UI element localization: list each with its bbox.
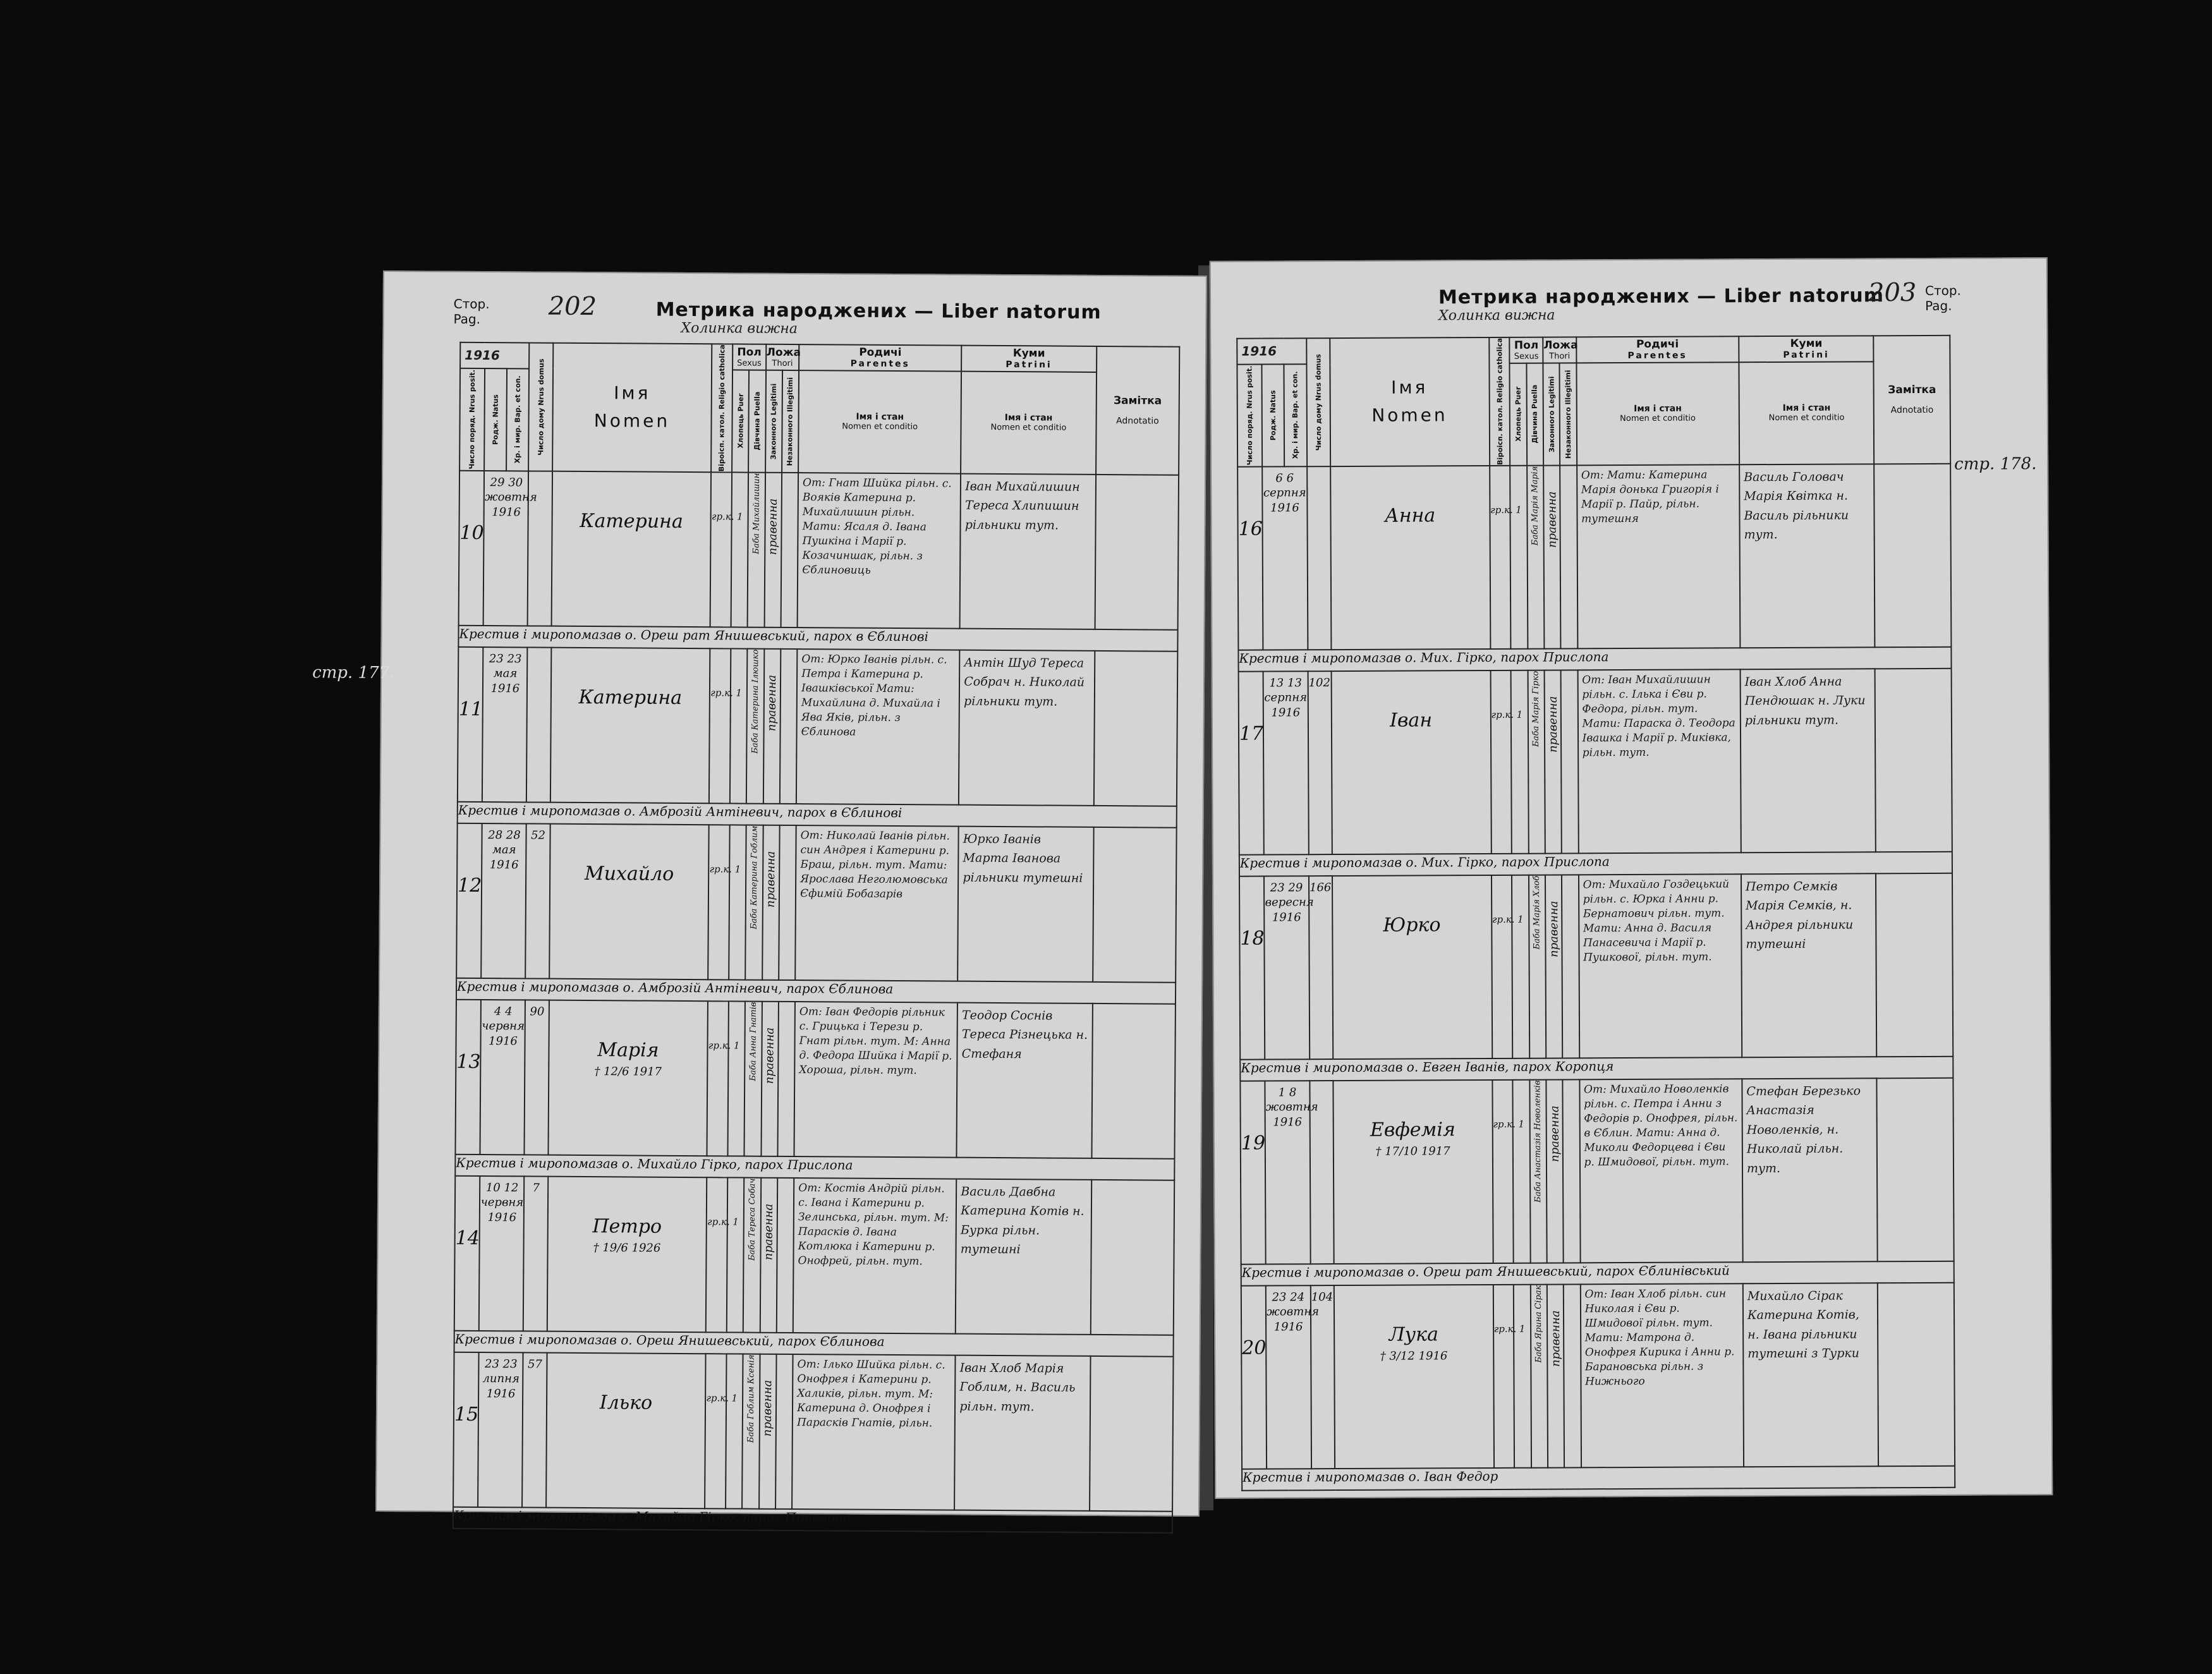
born-day: 1 — [1278, 1086, 1286, 1100]
entry-number: 17 — [1239, 671, 1265, 854]
child-name: Ілько — [599, 1392, 653, 1414]
baptism-line — [453, 1507, 1172, 1533]
entry-house — [526, 647, 551, 802]
entry-legit: правенна — [1546, 1079, 1564, 1263]
entry-sex-boy: 1 — [726, 1354, 743, 1508]
entry-dates — [482, 647, 528, 802]
entry-dates — [1263, 466, 1308, 650]
stor-label: Стор. — [453, 296, 490, 312]
entry-dates — [1264, 876, 1314, 1059]
col-thori: Ложа Thori — [1543, 337, 1576, 363]
death-note: † 12/6 1917 — [594, 1065, 662, 1079]
entry-sex-boy: 1 — [727, 1177, 744, 1332]
child-name: Лука — [1389, 1323, 1439, 1346]
entry-legit: правенна — [1547, 1284, 1565, 1467]
col-parents-cond: Імя і стан Nomen et conditio — [1576, 362, 1739, 465]
baptism-note: Крестив і миропомазав о. Евген Іванів, парох Коропця — [1240, 1057, 1953, 1081]
entry-name — [546, 1353, 706, 1509]
entry-note — [1875, 669, 1952, 852]
entry-sex-boy: 1 — [731, 472, 749, 627]
baptism-note: Крестив і миропомазав о. Ореш рат Янишевський, парох Єблинівський — [1241, 1261, 1954, 1286]
bapt-day: 29 — [1288, 881, 1303, 895]
entry-godparents: Василь Давбна Катерина Котів н. Бурка рільн. тутешні — [956, 1179, 1091, 1335]
bapt-day: 12 — [504, 1181, 519, 1195]
entry-sex-girl: Баба Тереса Собач — [743, 1178, 761, 1333]
page-subtitle: Холинка вижна — [681, 320, 798, 337]
child-name: Марія — [597, 1039, 659, 1062]
entry-note — [1095, 475, 1179, 630]
bapt-day: 8 — [1289, 1086, 1297, 1100]
child-name: Анна — [1384, 504, 1436, 527]
entry-godparents: Стефан Березько Анастазія Новоленків, н. Николай рільн. тут. — [1742, 1078, 1878, 1262]
register-entry — [454, 1176, 1174, 1335]
baptism-line — [1240, 1057, 1953, 1081]
entry-godparents: Теодор Соснів Тереса Різнецька н. Стефаня — [957, 1003, 1093, 1158]
month: жовтня — [1267, 1305, 1320, 1319]
entry-sex-girl: Баба Гоблим Ксенія — [742, 1354, 760, 1509]
pag-label: Pag. — [1925, 298, 1952, 313]
entry-number: 10 — [459, 471, 485, 626]
entry-sex-girl: Баба Анна Гнатів — [744, 1002, 762, 1156]
col-note: Замітка Adnotatio — [1096, 346, 1180, 475]
bapt-day: 6 — [1286, 471, 1294, 485]
entry-religion: гр.к. — [707, 1001, 729, 1156]
col-illegit: Незаконного Illegitimi — [1560, 363, 1577, 465]
born-day: 29 — [490, 476, 505, 490]
year: 1916 — [1273, 1115, 1303, 1129]
entry-number: 12 — [456, 823, 482, 978]
entry-note — [1093, 651, 1177, 806]
col-parents-cond: Імя і стан Nomen et conditio — [798, 370, 961, 474]
entry-illegit — [780, 649, 798, 804]
entry-dates — [1263, 671, 1308, 854]
entry-sex-boy: 1 — [1512, 875, 1529, 1058]
register-table-left — [453, 342, 1180, 1534]
baptism-note: Крестив і миропомазав о. Михайло Гірко, парох Прислопа — [455, 1155, 1174, 1180]
baptism-line — [1241, 1261, 1954, 1286]
entry-sex-girl: Баба Марія Гірко — [1528, 670, 1545, 854]
entry-sex-boy: 1 — [728, 1001, 746, 1156]
register-book — [312, 259, 2048, 1525]
entry-legit: правенна — [762, 825, 780, 980]
year: 1916 — [489, 1034, 518, 1048]
year-cell: 1916 — [1237, 338, 1306, 364]
register-entry — [1237, 464, 1951, 650]
col-bapt: Хр. і мир. Bap. et con. — [506, 368, 529, 471]
entry-note — [1091, 1004, 1176, 1159]
page-subtitle: Холинка вижна — [1438, 307, 1555, 324]
baptism-note: Крестив і миропомазав о. Амброзій Антіневич, парох в Єблинові — [458, 802, 1177, 828]
register-entry — [1239, 669, 1952, 855]
col-parents: Родичі Parentes — [799, 344, 961, 371]
entry-religion: гр.к. — [1492, 875, 1513, 1058]
year: 1916 — [1273, 1320, 1303, 1334]
entry-number: 11 — [458, 647, 483, 802]
entry-dates — [1265, 1081, 1318, 1264]
stor-label: Стор. — [1924, 282, 1961, 298]
born-day: 13 — [1269, 676, 1284, 690]
child-name: Петро — [592, 1215, 662, 1238]
entry-note — [1090, 1180, 1174, 1335]
baptism-line — [1239, 852, 1952, 876]
entry-house: 104 — [1310, 1285, 1334, 1469]
entry-parents: От: Михайло Новоленків рільн. с. Петра і Анни з Федорів р. Онофрея, рільн. в Єблин. Мати: Анна д. Миколи Федорцева і Єви р. Шмидової, рільн. тут. — [1579, 1079, 1743, 1263]
entry-godparents: Антін Шуд Тереса Собрач н. Николай рільники тут. — [959, 650, 1095, 806]
year: 1916 — [1270, 501, 1299, 515]
entry-religion: гр.к. — [1492, 1080, 1514, 1263]
entry-number: 16 — [1237, 466, 1263, 650]
entry-illegit — [1562, 875, 1579, 1058]
entry-religion: гр.к. — [708, 825, 729, 980]
year-cell: 1916 — [460, 343, 530, 368]
year: 1916 — [489, 858, 519, 872]
margin-note: стр. 178. — [1954, 454, 2037, 474]
baptism-note: Крестив і миропомазав о. Мих. Гірко, парох Прислопа — [1238, 647, 1951, 672]
year: 1916 — [486, 1386, 516, 1401]
month: жовтня — [1265, 1100, 1318, 1114]
entry-dates — [478, 1352, 523, 1507]
month: серпня — [1264, 691, 1308, 705]
death-note — [1331, 530, 1489, 531]
entry-name — [548, 1000, 708, 1156]
col-boy: Хлопець Puer — [1510, 363, 1527, 465]
entry-godparents: Петро Семків Марія Семків, н. Андрея рільники тутешні — [1741, 873, 1877, 1057]
entry-name — [550, 648, 710, 804]
entry-illegit — [1564, 1284, 1581, 1467]
death-note — [550, 889, 708, 890]
col-born: Родж. Natus — [484, 368, 507, 471]
child-name: Михайло — [584, 862, 674, 885]
entry-parents: От: Ілько Шийка рільн. с. Онофрея і Катерини р. Халиків, рільн. тут. М: Катерина д. Онофрея і Парасків Гнатів, рільн. — [792, 1354, 956, 1510]
entry-illegit — [777, 1178, 794, 1333]
register-entry — [1241, 1283, 1955, 1469]
year: 1916 — [490, 681, 520, 696]
month: червня — [480, 1196, 524, 1210]
month: мая — [493, 667, 518, 681]
col-bapt: Хр. і мир. Bap. et con. — [1284, 364, 1307, 466]
bapt-day: 23 — [507, 652, 522, 666]
entry-sex-boy: 1 — [1510, 466, 1528, 649]
entry-illegit — [1563, 1079, 1581, 1263]
col-sexus: Пол Sexus — [732, 344, 766, 370]
entry-dates — [482, 823, 527, 978]
child-name: Евфемія — [1370, 1119, 1455, 1141]
col-note: Замітка Adnotatio — [1874, 336, 1950, 464]
entry-religion: гр.к. — [710, 472, 732, 627]
entry-godparents: Юрко Іванів Марта Іванова рільники тутешні — [957, 827, 1093, 982]
col-house: Число дому Nrus domus — [528, 343, 552, 471]
entry-house: 52 — [526, 823, 550, 978]
entry-parents: От: Мати: Катерина Марія донька Григорія і Марії р. Пайр, рільн. тутешня — [1577, 464, 1741, 648]
entry-house: 102 — [1308, 671, 1332, 854]
col-boy: Хлопець Puer — [732, 370, 749, 472]
right-page — [1210, 257, 2053, 1499]
entry-dates — [480, 1000, 526, 1155]
entry-note — [1093, 827, 1177, 983]
register-entry — [453, 1352, 1173, 1512]
entry-illegit — [1560, 465, 1577, 648]
baptism-note: Крестив і миропомазав о. Ореш рат Янишевський, парох в Єблинові — [458, 626, 1177, 652]
child-name: Іван — [1390, 709, 1433, 732]
bapt-day: 28 — [506, 828, 521, 842]
col-born: Родж. Natus — [1262, 364, 1285, 466]
year: 1916 — [1272, 911, 1301, 925]
entry-name — [549, 824, 709, 980]
col-patrini-cond: Імя і стан Nomen et conditio — [1739, 361, 1874, 464]
entry-sex-girl: Баба Марія Хлоб — [1529, 875, 1547, 1058]
entry-dates — [483, 471, 537, 626]
entry-religion: гр.к. — [706, 1177, 727, 1332]
entry-legit: правенна — [764, 473, 782, 628]
page-title: Метрика народжених — Liber natorum — [655, 298, 1102, 324]
col-religion: Віроісп. катол. Religio catholica — [711, 344, 732, 472]
entry-religion: гр.к. — [1490, 670, 1512, 854]
col-parents: Родичі Parentes — [1576, 336, 1739, 363]
entry-name — [1334, 1285, 1494, 1469]
page-number: 203 — [1868, 278, 1917, 308]
register-entry — [1240, 1078, 1954, 1265]
entry-godparents: Василь Головач Марія Квітка н. Василь рільники тут. — [1739, 464, 1875, 648]
register-entry — [1239, 873, 1953, 1060]
born-day: 6 — [1275, 471, 1283, 485]
col-illegit: Незаконного Illegitimi — [782, 370, 799, 473]
entry-number: 20 — [1241, 1285, 1267, 1469]
entry-number: 14 — [454, 1176, 480, 1331]
entry-religion: гр.к. — [1493, 1285, 1514, 1468]
child-name: Юрко — [1383, 914, 1441, 937]
entry-legit: правенна — [1545, 875, 1563, 1058]
born-day: 23 — [489, 652, 504, 666]
entry-note — [1875, 464, 1952, 648]
entry-number: 13 — [455, 1000, 481, 1155]
born-day: 23 — [1272, 1290, 1287, 1304]
entry-name — [1333, 1080, 1493, 1264]
entry-sex-boy: 1 — [1513, 1080, 1531, 1263]
col-patrini: Куми Patrini — [961, 346, 1097, 372]
born-day: 23 — [1270, 881, 1285, 895]
year: 1916 — [492, 505, 521, 519]
register-table-right — [1236, 335, 1955, 1491]
register-entry — [459, 471, 1179, 630]
entry-house — [1307, 466, 1331, 650]
month: жовтня — [485, 490, 537, 504]
year: 1916 — [487, 1210, 517, 1225]
entry-illegit — [775, 1354, 793, 1509]
entry-illegit — [777, 1002, 795, 1156]
entry-legit: правенна — [763, 649, 781, 804]
entry-name — [547, 1177, 707, 1333]
month: мая — [492, 843, 516, 857]
entry-sex-girl: Баба Анастазія Новоленків — [1529, 1080, 1547, 1263]
born-day: 28 — [488, 828, 503, 842]
bapt-day: 30 — [508, 476, 523, 490]
entry-house: 90 — [525, 1000, 549, 1155]
entry-name — [1330, 466, 1490, 650]
col-patrini: Куми Patrini — [1739, 336, 1874, 362]
entry-godparents: Іван Михайлишин Тереса Хлипишин рільники тут. — [960, 474, 1096, 629]
entry-legit: правенна — [1545, 670, 1562, 853]
month: серпня — [1263, 486, 1306, 500]
entry-number: 18 — [1239, 876, 1265, 1059]
entry-parents: От: Гнат Шийка рільн. с. Вояків Катерина р. Михайлишин рільн. Мати: Ясаля д. Івана Пушкіна і Марії р. Козачиншак, рільн. з Єблиновиць — [798, 473, 961, 629]
death-note — [1332, 735, 1490, 736]
death-note — [551, 712, 709, 713]
col-name: Імя Nomen — [1330, 337, 1490, 466]
entry-dates — [479, 1176, 525, 1331]
register-entry — [458, 647, 1177, 806]
col-patrini-cond: Імя і стан Nomen et conditio — [961, 371, 1096, 475]
born-day: 4 — [494, 1005, 502, 1019]
entry-number: 19 — [1240, 1081, 1266, 1264]
left-page — [312, 270, 1207, 1525]
entry-parents: От: Іван Михайлишин рільн. с. Ілька і Єви р. Федора, рільн. тут. Мати: Параска д. Теодора Івашка і Марії р. Миківка, рільн. тут. — [1577, 669, 1741, 853]
entry-sex-boy: 1 — [730, 648, 748, 803]
entry-parents: От: Іван Хлоб рільн. син Николая і Єви р. Шмидової рільн. тут. Мати: Матрона д. Онофрея Кирика і Анни р. Барановська рільн. з Нижнього — [1580, 1283, 1744, 1467]
entry-legit: правенна — [760, 1178, 777, 1333]
bapt-day: 23 — [502, 1357, 518, 1371]
death-note: † 3/12 1916 — [1380, 1349, 1448, 1363]
entry-name — [1332, 875, 1492, 1059]
baptism-note: Крестив і миропомазав о. Амброзій Антіневич, парох Єблинова — [456, 978, 1176, 1004]
entry-note — [1876, 873, 1953, 1057]
pag-label: Pag. — [453, 311, 481, 327]
col-girl: Дівчина Puella — [1526, 363, 1543, 465]
baptism-note: Крестив і миропомазав о. Іван Федор — [1242, 1466, 1955, 1491]
margin-note: стр. 177. — [312, 663, 395, 683]
entry-godparents: Іван Хлоб Анна Пендюшак н. Луки рільники тут. — [1740, 669, 1876, 852]
entry-name — [1331, 670, 1491, 854]
entry-sex-girl: Баба Катерина Ілюшко — [746, 649, 764, 804]
entry-sex-boy: 1 — [729, 825, 746, 980]
death-note — [547, 1417, 705, 1419]
col-legit: Законного Legitimi — [765, 370, 782, 472]
month: вересня — [1265, 895, 1314, 909]
death-note: † 17/10 1917 — [1375, 1144, 1450, 1158]
month: червня — [482, 1019, 525, 1033]
entry-sex-boy: 1 — [1511, 670, 1529, 854]
entry-name — [551, 471, 711, 628]
bapt-day: 13 — [1287, 676, 1302, 690]
baptism-note: Крестив і миропомазав о. Ореш Янишевський, парох Єблинова — [454, 1331, 1174, 1357]
entry-house: 166 — [1308, 876, 1332, 1059]
col-religion: Віроісп. катол. Religio catholica — [1489, 337, 1510, 466]
child-name: Катерина — [580, 509, 683, 533]
death-note: † 19/6 1926 — [593, 1241, 661, 1255]
entry-parents: От: Костів Андрій рільн. с. Івана і Катерини р. Зелинська, рільн. тут. М: Парасків д. Івана Котлюка і Катерини р. Онофрей, рільн. тут. — [793, 1178, 957, 1334]
register-entry — [455, 1000, 1175, 1159]
entry-illegit — [781, 473, 798, 628]
col-legit: Законного Legitimi — [1543, 363, 1560, 465]
col-sexus: Пол Sexus — [1510, 337, 1543, 363]
baptism-note: Крестив і миропомазав о. Михайло Гірко, парох Прислопа — [453, 1507, 1172, 1533]
bapt-day: 24 — [1290, 1290, 1305, 1304]
month: липня — [482, 1372, 520, 1386]
entry-illegit — [1561, 670, 1579, 853]
entry-note — [1878, 1283, 1955, 1467]
entry-godparents: Михайло Сірак Катерина Котів, н. Івана рільники тутешні з Турки — [1743, 1283, 1879, 1467]
entry-sex-boy: 1 — [1514, 1285, 1531, 1468]
right-header — [1236, 277, 2020, 324]
entry-parents: От: Юрко Іванів рільн. с. Петра і Катерина р. Івашківської Мати: Михайлина д. Михайла і Ява Яків, рільн. з Єблинова — [796, 649, 960, 805]
register-entry — [456, 823, 1176, 983]
entry-note — [1877, 1078, 1954, 1262]
entry-godparents: Іван Хлоб Марія Гоблим, н. Василь рільн. тут. — [954, 1356, 1090, 1511]
entry-religion: гр.к. — [1490, 466, 1511, 649]
baptism-line — [1238, 647, 1951, 672]
baptism-note: Крестив і миропомазав о. Мих. Гірко, парох Прислопа — [1239, 852, 1952, 876]
entry-dates — [1266, 1285, 1320, 1469]
bapt-day: 4 — [505, 1005, 513, 1019]
baptism-line — [1242, 1466, 1955, 1491]
entry-sex-girl: Баба Ярина Сірак — [1531, 1285, 1548, 1468]
col-num: Число поряд. Nrus posit. — [1237, 364, 1262, 466]
entry-religion: гр.к. — [709, 648, 731, 803]
page-title: Метрика народжених — Liber natorum — [1438, 284, 1885, 309]
entry-sex-girl: Баба Катерина Гоблим — [745, 825, 763, 980]
entry-illegit — [779, 825, 796, 980]
entry-parents: От: Михайло Гоздецький рільн. с. Юрка і Анни р. Бернатович рільн. тут. Мати: Анна д. Василя Панасевича і Марії р. Пушкової, рільн. тут. — [1579, 874, 1742, 1058]
entry-religion: гр.к. — [705, 1354, 726, 1508]
col-num: Число поряд. Nrus posit. — [459, 368, 485, 471]
entry-legit: правенна — [759, 1354, 777, 1509]
born-day: 23 — [485, 1357, 500, 1371]
entry-parents: От: Іван Федорів рільник с. Грицька і Терези р. Гнат рільн. тут. М: Анна д. Федора Шийка і Марії р. Хороша, рільн. тут. — [794, 1002, 958, 1158]
page-number: 202 — [548, 291, 597, 322]
year: 1916 — [1271, 706, 1301, 720]
entry-number: 15 — [453, 1352, 479, 1507]
col-thori: Ложа Thori — [766, 344, 799, 370]
col-house: Число дому Nrus domus — [1306, 338, 1330, 466]
col-name: Імя Nomen — [552, 343, 712, 472]
entry-legit: правенна — [761, 1002, 779, 1156]
entry-house: 57 — [522, 1352, 547, 1507]
entry-note — [1090, 1356, 1174, 1512]
death-note — [552, 536, 710, 537]
entry-legit: правенна — [1543, 465, 1561, 648]
entry-sex-girl: Баба Михайлишин — [748, 473, 765, 628]
left-header — [453, 291, 1180, 337]
child-name: Катерина — [578, 686, 683, 709]
entry-parents: От: Николай Іванів рільн. син Андрея і Катерини р. Браш, рільн. тут. Мати: Ярослава Неголюмовська Єфимій Бобазарів — [795, 825, 959, 981]
entry-house: 7 — [523, 1176, 548, 1331]
entry-sex-girl: Баба Марія Марія — [1527, 466, 1545, 649]
col-girl: Дівчина Puella — [748, 370, 765, 472]
born-day: 10 — [485, 1181, 501, 1195]
